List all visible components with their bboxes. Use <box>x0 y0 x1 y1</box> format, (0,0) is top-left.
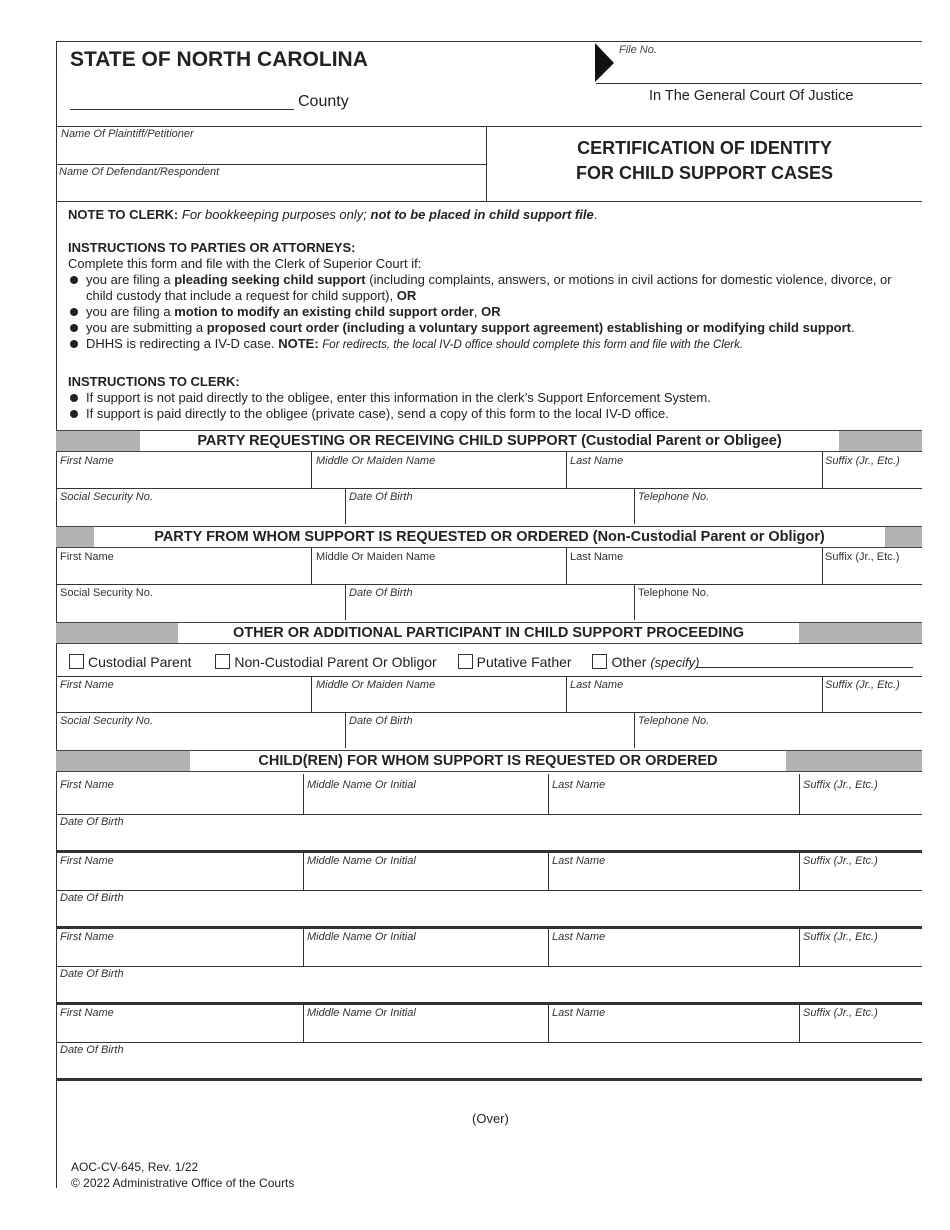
plaintiff-label: Name Of Plaintiff/Petitioner <box>61 128 194 140</box>
form-number: AOC-CV-645, Rev. 1/22 <box>71 1160 199 1174</box>
note-to-clerk <box>68 207 597 223</box>
custodial-ssn-label: Social Security No. <box>60 491 153 503</box>
options-bottom-rule <box>56 676 922 677</box>
clerk-bullet-2: If support is paid directly to the obligee (private case), send a copy of this form to the local IV-D office. <box>68 406 913 422</box>
form-title-line-2: FOR CHILD SUPPORT CASES <box>575 163 834 183</box>
child-2-last-name-label: Last Name <box>552 855 606 867</box>
col-rule <box>634 584 635 620</box>
instructions-clerk-heading: INSTRUCTIONS TO CLERK: <box>68 374 240 389</box>
other-dob-label: Date Of Birth <box>349 715 413 727</box>
noncustodial-suffix-label: Suffix (Jr., Etc.) <box>825 551 900 563</box>
noncustodial-section-title: PARTY FROM WHOM SUPPORT IS REQUESTED OR ORDERED (Non-Custodial Parent or Obligor) <box>94 527 885 547</box>
defendant-label: Name Of Defendant/Respondent <box>59 166 220 178</box>
child-2-dob-label: Date Of Birth <box>60 892 124 904</box>
file-no-field[interactable] <box>596 83 922 84</box>
col-rule <box>303 928 304 966</box>
child-1-dob-label: Date Of Birth <box>60 816 124 828</box>
custodial-middle-name-label: Middle Or Maiden Name <box>316 455 436 467</box>
child-4-dob-label: Date Of Birth <box>60 1044 124 1056</box>
child-1-suffix-label: Suffix (Jr., Etc.) <box>803 779 878 791</box>
noncustodial-dob-label: Date Of Birth <box>349 587 413 599</box>
col-rule <box>311 452 312 488</box>
col-rule <box>548 852 549 890</box>
col-rule <box>548 1004 549 1042</box>
col-rule <box>303 852 304 890</box>
custodial-first-name-label: First Name <box>60 455 114 467</box>
file-no-arrow-icon <box>595 43 615 83</box>
other-specify-field[interactable] <box>696 667 913 668</box>
noncustodial-middle-name-label: Middle Or Maiden Name <box>316 551 436 563</box>
custodial-checkbox[interactable] <box>69 654 84 669</box>
col-rule <box>799 1004 800 1042</box>
plaintiff-field[interactable] <box>56 164 486 165</box>
file-no-top-rule <box>596 41 922 42</box>
child-2-name-row[interactable] <box>56 890 922 891</box>
col-rule <box>548 928 549 966</box>
note-text-a: For bookkeeping purposes only; <box>181 207 367 222</box>
col-rule <box>345 488 346 524</box>
other-suffix-label: Suffix (Jr., Etc.) <box>825 679 900 691</box>
participant-options <box>69 654 699 670</box>
noncustodial-first-name-label: First Name <box>60 551 114 563</box>
noncustodial-phone-label: Telephone No. <box>638 587 709 599</box>
child-4-middle-label: Middle Name Or Initial <box>307 1007 416 1019</box>
note-text-c: . <box>593 207 598 222</box>
option-other[interactable]: Other (specify) <box>592 654 699 670</box>
child-4-last-name-label: Last Name <box>552 1007 606 1019</box>
county-label: County <box>298 93 349 110</box>
child-3-name-row[interactable] <box>56 966 922 967</box>
col-rule <box>822 676 823 712</box>
col-rule <box>799 774 800 814</box>
option-putative[interactable]: Putative Father <box>458 654 572 670</box>
child-4-suffix-label: Suffix (Jr., Etc.) <box>803 1007 878 1019</box>
instructions-parties-intro: Complete this form and file with the Clerk of Superior Court if: <box>68 256 422 271</box>
child-4-name-row[interactable] <box>56 1042 922 1043</box>
other-section-title: OTHER OR ADDITIONAL PARTICIPANT IN CHILD SUPPORT PROCEEDING <box>178 623 799 643</box>
child-3-dob-label: Date Of Birth <box>60 968 124 980</box>
instructions-clerk-list <box>68 390 913 422</box>
instructions-parties <box>68 240 913 353</box>
clerk-bullet-1: If support is not paid directly to the obligee, enter this information in the clerk’s Support Enforcement System. <box>68 390 913 406</box>
parties-top-rule <box>56 126 922 127</box>
other-first-name-label: First Name <box>60 679 114 691</box>
parties-bottom-rule <box>56 201 922 202</box>
child-4-bottom-rule[interactable] <box>56 1078 922 1081</box>
custodial-phone-label: Telephone No. <box>638 491 710 503</box>
top-rule <box>56 41 596 42</box>
col-rule <box>345 712 346 748</box>
noncustodial-ssn-label: Social Security No. <box>60 587 153 599</box>
col-rule <box>548 774 549 814</box>
over-note: (Over) <box>472 1111 509 1126</box>
noncustodial-last-name-label: Last Name <box>570 551 624 563</box>
child-3-bottom-rule[interactable] <box>56 1002 922 1005</box>
option-noncustodial[interactable]: Non-Custodial Parent Or Obligor <box>215 654 436 670</box>
custodial-dob-label: Date Of Birth <box>349 491 413 503</box>
child-3-last-name-label: Last Name <box>552 931 606 943</box>
child-1-name-row[interactable] <box>56 814 922 815</box>
instruction-bullet-1: you are filing a pleading seeking child support (including complaints, answers, or motions in civil actions for domestic violence, divorce, or child custody that include a request for child support), OR <box>68 272 913 304</box>
other-checkbox[interactable] <box>592 654 607 669</box>
custodial-name-row[interactable] <box>56 488 922 489</box>
child-2-middle-label: Middle Name Or Initial <box>307 855 416 867</box>
copyright: © 2022 Administrative Office of the Courts <box>71 1176 295 1190</box>
child-1-first-name-label: First Name <box>60 779 114 791</box>
form-title-line-1: CERTIFICATION OF IDENTITY <box>577 138 832 158</box>
instructions-parties-list <box>68 272 913 353</box>
defendant-field[interactable] <box>56 166 486 200</box>
noncustodial-checkbox[interactable] <box>215 654 230 669</box>
noncustodial-name-row[interactable] <box>56 584 922 585</box>
left-margin-rule <box>56 41 57 1188</box>
child-3-first-name-label: First Name <box>60 931 114 943</box>
child-2-suffix-label: Suffix (Jr., Etc.) <box>803 855 878 867</box>
putative-checkbox[interactable] <box>458 654 473 669</box>
other-name-row[interactable] <box>56 712 922 713</box>
child-4-first-name-label: First Name <box>60 1007 114 1019</box>
child-1-bottom-rule[interactable] <box>56 850 922 853</box>
instructions-clerk <box>68 374 913 422</box>
child-3-suffix-label: Suffix (Jr., Etc.) <box>803 931 878 943</box>
col-rule <box>634 488 635 524</box>
custodial-suffix-label: Suffix (Jr., Etc.) <box>825 455 900 467</box>
child-3-middle-label: Middle Name Or Initial <box>307 931 416 943</box>
instruction-bullet-2: you are filing a motion to modify an existing child support order, OR <box>68 304 913 320</box>
col-rule <box>634 712 635 748</box>
col-rule <box>345 584 346 620</box>
child-2-bottom-rule[interactable] <box>56 926 922 929</box>
state-heading: STATE OF NORTH CAROLINA <box>70 48 368 71</box>
col-rule <box>822 548 823 584</box>
county-blank[interactable] <box>70 109 294 110</box>
col-rule <box>822 452 823 488</box>
col-rule <box>311 548 312 584</box>
child-1-last-name-label: Last Name <box>552 779 606 791</box>
child-2-first-name-label: First Name <box>60 855 114 867</box>
custodial-last-name-label: Last Name <box>570 455 624 467</box>
note-text-b: not to be placed in child support file <box>370 207 594 222</box>
col-rule <box>799 928 800 966</box>
child-1-middle-label: Middle Name Or Initial <box>307 779 416 791</box>
instruction-bullet-4: DHHS is redirecting a IV-D case. NOTE: For redirects, the local IV-D office should complete this form and file with the Clerk. <box>68 336 913 353</box>
file-no-label: File No. <box>619 44 657 56</box>
instruction-bullet-3: you are submitting a proposed court order (including a voluntary support agreement) establishing or modifying child support. <box>68 320 913 336</box>
col-rule <box>799 852 800 890</box>
children-section-title: CHILD(REN) FOR WHOM SUPPORT IS REQUESTED OR ORDERED <box>190 751 786 771</box>
custodial-section-title: PARTY REQUESTING OR RECEIVING CHILD SUPPORT (Custodial Parent or Obligee) <box>140 431 839 451</box>
other-last-name-label: Last Name <box>570 679 624 691</box>
col-rule <box>303 1004 304 1042</box>
option-custodial[interactable]: Custodial Parent <box>69 654 192 670</box>
note-label: NOTE TO CLERK: <box>68 207 179 222</box>
col-rule <box>311 676 312 712</box>
instructions-parties-heading: INSTRUCTIONS TO PARTIES OR ATTORNEYS: <box>68 240 356 255</box>
col-rule <box>566 676 567 712</box>
other-ssn-label: Social Security No. <box>60 715 153 727</box>
col-rule <box>566 548 567 584</box>
col-rule <box>566 452 567 488</box>
other-middle-name-label: Middle Or Maiden Name <box>316 679 436 691</box>
other-phone-label: Telephone No. <box>638 715 710 727</box>
form-title <box>487 136 922 186</box>
court-name: In The General Court Of Justice <box>649 88 854 104</box>
col-rule <box>303 774 304 814</box>
